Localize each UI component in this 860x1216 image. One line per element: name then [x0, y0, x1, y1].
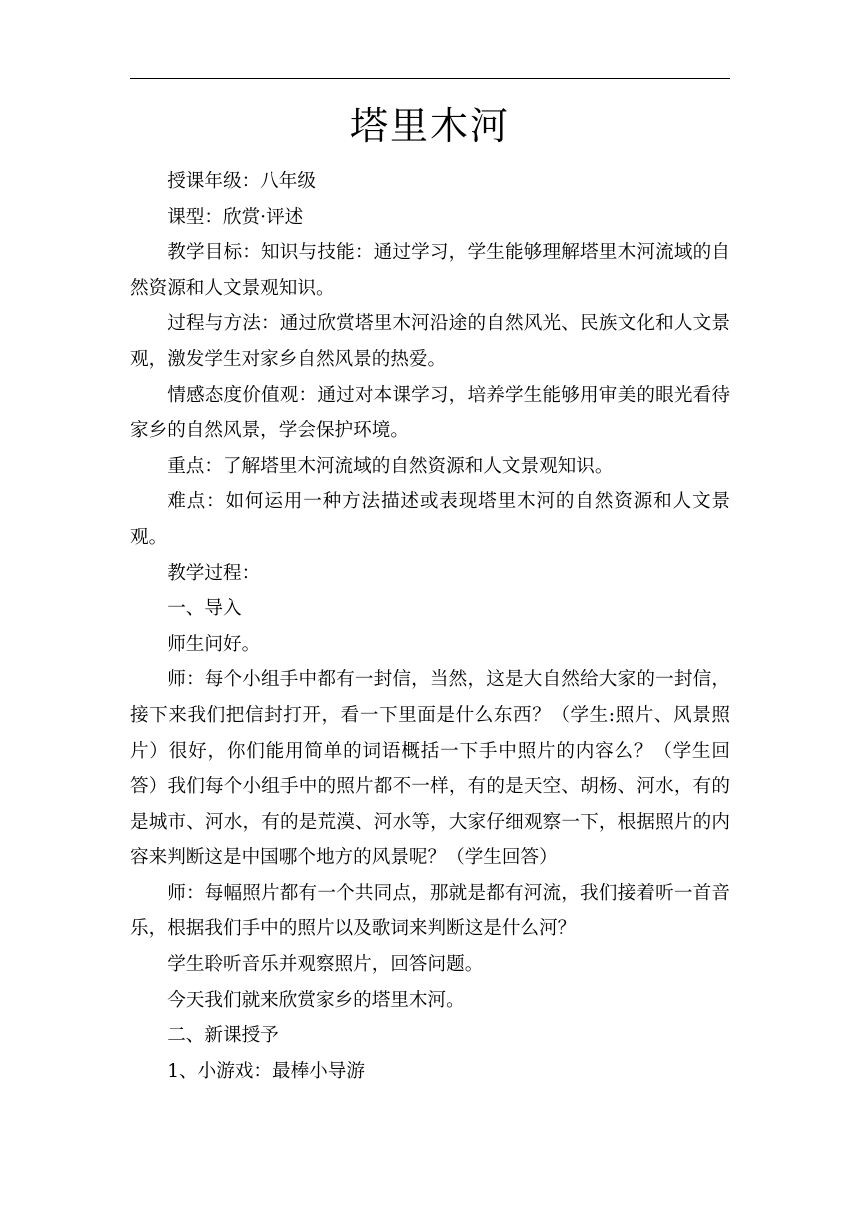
paragraph-section-intro: 一、导入: [167, 598, 242, 620]
header-rule: [130, 78, 730, 79]
paragraph-teacher-letter: 师：每个小组手中都有一封信，当然，这是大自然给大家的一封信，接下来我们把信封打开，看一下里面是什么东西？（学生:照片、风景照片）很好，你们能用简单的词语概括一下手中照片的内容么？（学生回答）我们每个小组手中的照片都不一样，有的是天空、胡杨、河水，有的是城市、河水，有的是荒漠、河水等，大家仔细观察一下，根据照片的内容来判断这是中国哪个地方的风景呢？（学生回答）: [130, 669, 730, 869]
paragraph-mini-game: 1、小游戏：最棒小导游: [167, 1060, 365, 1082]
paragraph-difficulty: 难点：如何运用一种方法描述或表现塔里木河的自然资源和人文景观。: [130, 491, 730, 548]
paragraph-key-point: 重点：了解塔里木河流域的自然资源和人文景观知识。: [167, 455, 614, 477]
paragraph-objective-knowledge: 教学目标：知识与技能：通过学习，学生能够理解塔里木河流域的自然资源和人文景观知识。: [130, 242, 730, 299]
paragraph-objective-process: 过程与方法：通过欣赏塔里木河沿途的自然风光、民族文化和人文景观，激发学生对家乡自然风景的热爱。: [130, 313, 730, 370]
paragraph-objective-attitude: 情感态度价值观：通过对本课学习，培养学生能够用审美的眼光看待家乡的自然风景，学会保护环境。: [130, 384, 730, 442]
document-title: 塔里木河: [349, 104, 510, 148]
paragraph-grade: 授课年级：八年级: [167, 171, 316, 192]
paragraph-teacher-music: 师：每幅照片都有一个共同点，那就是都有河流，我们接着听一首音乐，根据我们手中的照片以及歌词来判断这是什么河？: [130, 882, 730, 940]
paragraph-today: 今天我们就来欣赏家乡的塔里木河。: [167, 989, 465, 1011]
document-body: [130, 164, 730, 1089]
paragraph-students-listen: 学生聆听音乐并观察照片，回答问题。: [167, 954, 484, 976]
paragraph-section-new-lesson: 二、新课授予: [167, 1025, 279, 1047]
paragraph-process-heading: 教学过程：: [167, 562, 261, 584]
paragraph-greeting: 师生问好。: [167, 633, 261, 655]
paragraph-course-type: 课型：欣赏·评述: [167, 206, 304, 228]
